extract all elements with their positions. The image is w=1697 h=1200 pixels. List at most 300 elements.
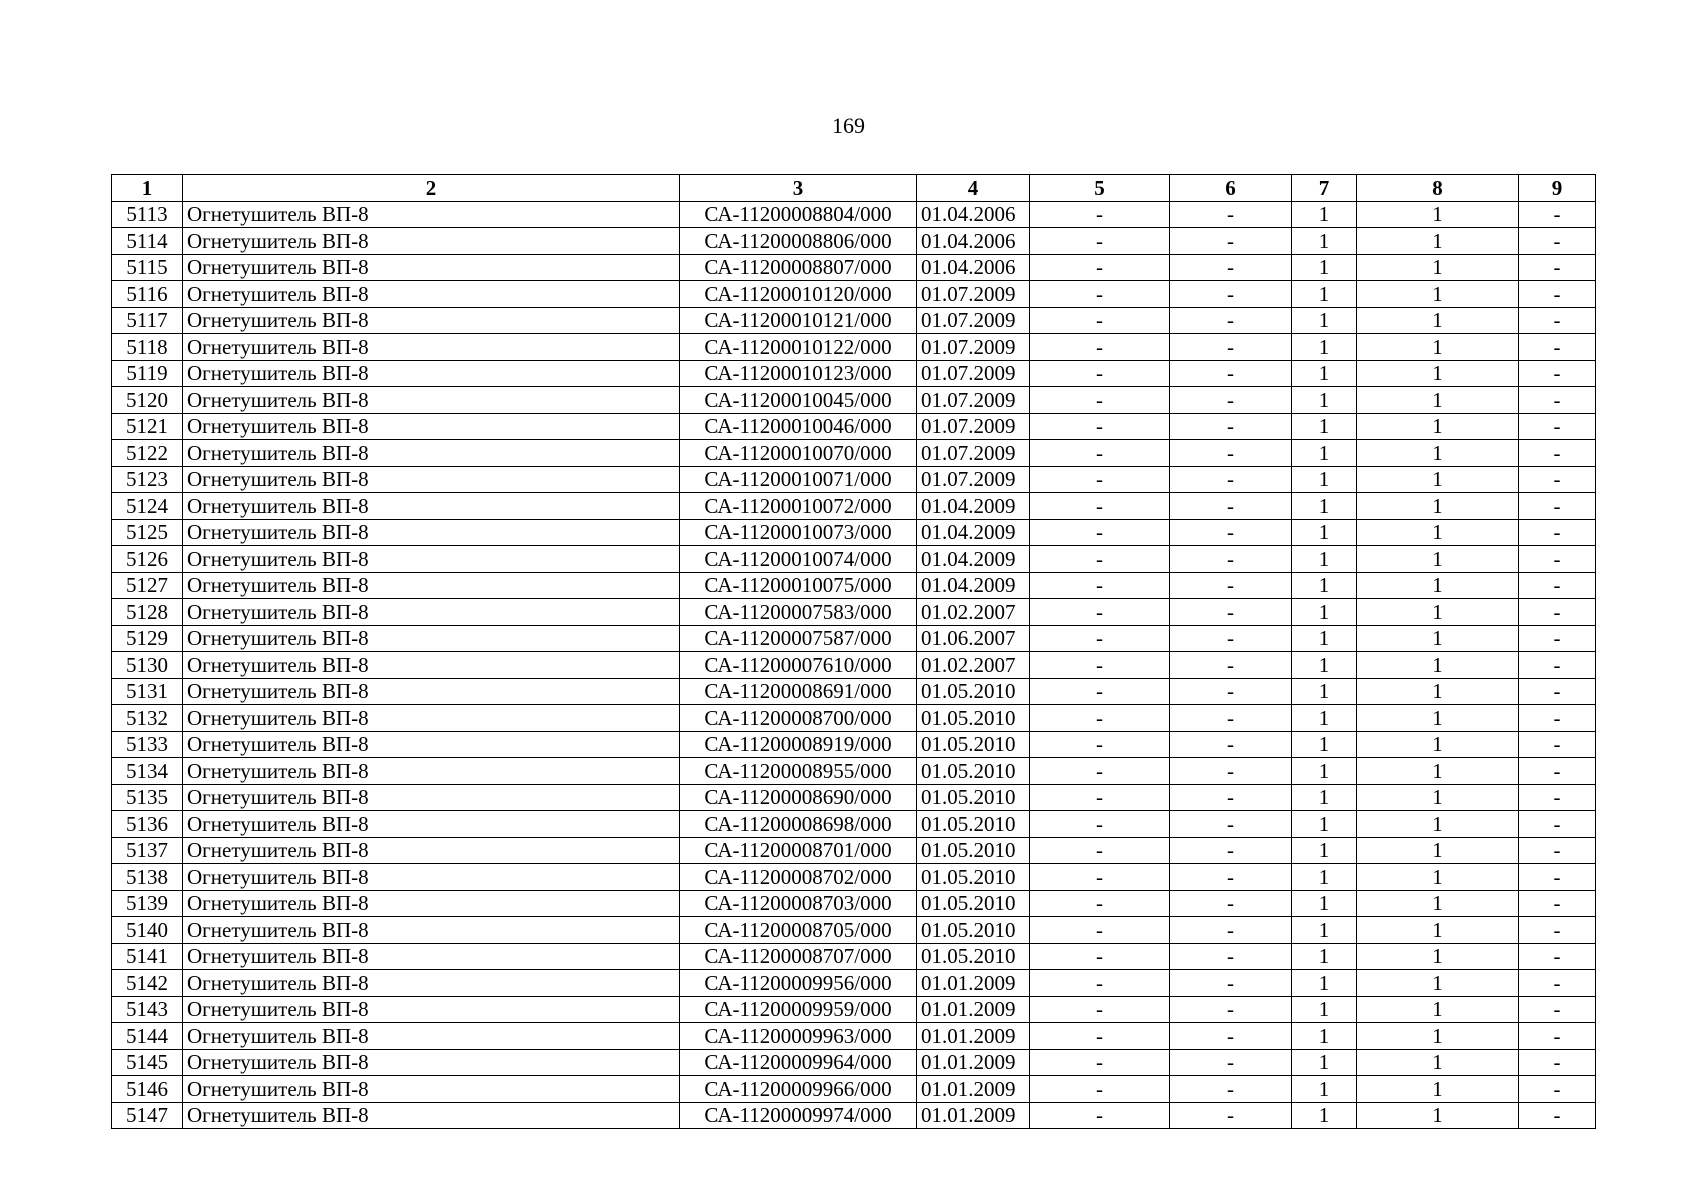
col5-cell: - [1030, 890, 1170, 917]
col9-cell: - [1519, 970, 1596, 997]
inventory-code: СА-11200008698/000 [680, 811, 917, 838]
col8-cell: 1 [1357, 334, 1519, 361]
row-number: 5114 [112, 228, 183, 255]
col8-cell: 1 [1357, 678, 1519, 705]
date-cell: 01.04.2006 [917, 228, 1030, 255]
col5-cell: - [1030, 1076, 1170, 1103]
table-row [112, 228, 1596, 255]
col5-cell: - [1030, 334, 1170, 361]
inventory-code: СА-11200008700/000 [680, 705, 917, 732]
col8-cell: 1 [1357, 228, 1519, 255]
table-row [112, 758, 1596, 785]
col5-cell: - [1030, 758, 1170, 785]
col7-cell: 1 [1292, 413, 1357, 440]
col5-cell: - [1030, 1023, 1170, 1050]
inventory-code: СА-11200009964/000 [680, 1049, 917, 1076]
col7-cell: 1 [1292, 625, 1357, 652]
col5-cell: - [1030, 652, 1170, 679]
col9-cell: - [1519, 864, 1596, 891]
inventory-code: СА-11200010070/000 [680, 440, 917, 467]
item-name: Огнетушитель ВП-8 [183, 281, 680, 308]
col7-cell: 1 [1292, 890, 1357, 917]
col9-cell: - [1519, 519, 1596, 546]
date-cell: 01.01.2009 [917, 1049, 1030, 1076]
col6-cell: - [1170, 493, 1292, 520]
page-number: 169 [832, 113, 865, 138]
col5-cell: - [1030, 943, 1170, 970]
col6-cell: - [1170, 307, 1292, 334]
row-number: 5119 [112, 360, 183, 387]
col8-cell: 1 [1357, 1076, 1519, 1103]
row-number: 5143 [112, 996, 183, 1023]
row-number: 5130 [112, 652, 183, 679]
item-name: Огнетушитель ВП-8 [183, 334, 680, 361]
row-number: 5131 [112, 678, 183, 705]
col7-cell: 1 [1292, 1023, 1357, 1050]
col6-cell: - [1170, 1102, 1292, 1129]
col8-cell: 1 [1357, 546, 1519, 573]
col9-cell: - [1519, 281, 1596, 308]
col5-cell: - [1030, 228, 1170, 255]
col7-cell: 1 [1292, 1076, 1357, 1103]
col6-cell: - [1170, 705, 1292, 732]
date-cell: 01.04.2009 [917, 572, 1030, 599]
col6-cell: - [1170, 387, 1292, 414]
col5-cell: - [1030, 837, 1170, 864]
col8-cell: 1 [1357, 1049, 1519, 1076]
item-name: Огнетушитель ВП-8 [183, 784, 680, 811]
col6-cell: - [1170, 281, 1292, 308]
item-name: Огнетушитель ВП-8 [183, 201, 680, 228]
col7-cell: 1 [1292, 811, 1357, 838]
col9-cell: - [1519, 943, 1596, 970]
date-cell: 01.07.2009 [917, 334, 1030, 361]
col6-cell: - [1170, 360, 1292, 387]
col6-cell: - [1170, 758, 1292, 785]
item-name: Огнетушитель ВП-8 [183, 440, 680, 467]
col6-cell: - [1170, 917, 1292, 944]
col9-cell: - [1519, 625, 1596, 652]
col6-cell: - [1170, 890, 1292, 917]
col5-cell: - [1030, 784, 1170, 811]
col5-cell: - [1030, 254, 1170, 281]
column-header-7: 7 [1292, 175, 1357, 202]
row-number: 5126 [112, 546, 183, 573]
col6-cell: - [1170, 413, 1292, 440]
col9-cell: - [1519, 917, 1596, 944]
item-name: Огнетушитель ВП-8 [183, 652, 680, 679]
inventory-table [111, 174, 1596, 1129]
row-number: 5115 [112, 254, 183, 281]
col6-cell: - [1170, 652, 1292, 679]
inventory-code: СА-11200008703/000 [680, 890, 917, 917]
col8-cell: 1 [1357, 599, 1519, 626]
item-name: Огнетушитель ВП-8 [183, 731, 680, 758]
col5-cell: - [1030, 387, 1170, 414]
inventory-code: СА-11200008807/000 [680, 254, 917, 281]
item-name: Огнетушитель ВП-8 [183, 599, 680, 626]
table-row [112, 254, 1596, 281]
col7-cell: 1 [1292, 307, 1357, 334]
col7-cell: 1 [1292, 943, 1357, 970]
col9-cell: - [1519, 837, 1596, 864]
date-cell: 01.04.2006 [917, 201, 1030, 228]
col7-cell: 1 [1292, 917, 1357, 944]
item-name: Огнетушитель ВП-8 [183, 625, 680, 652]
col7-cell: 1 [1292, 254, 1357, 281]
col8-cell: 1 [1357, 811, 1519, 838]
col6-cell: - [1170, 1023, 1292, 1050]
table-row [112, 334, 1596, 361]
col9-cell: - [1519, 1049, 1596, 1076]
col8-cell: 1 [1357, 837, 1519, 864]
table-row [112, 307, 1596, 334]
inventory-code: СА-11200008804/000 [680, 201, 917, 228]
date-cell: 01.05.2010 [917, 864, 1030, 891]
date-cell: 01.07.2009 [917, 360, 1030, 387]
col6-cell: - [1170, 784, 1292, 811]
table-row [112, 996, 1596, 1023]
col5-cell: - [1030, 705, 1170, 732]
col7-cell: 1 [1292, 519, 1357, 546]
column-header-8: 8 [1357, 175, 1519, 202]
col9-cell: - [1519, 996, 1596, 1023]
row-number: 5147 [112, 1102, 183, 1129]
col9-cell: - [1519, 811, 1596, 838]
col7-cell: 1 [1292, 334, 1357, 361]
date-cell: 01.01.2009 [917, 996, 1030, 1023]
col8-cell: 1 [1357, 890, 1519, 917]
col8-cell: 1 [1357, 784, 1519, 811]
col6-cell: - [1170, 731, 1292, 758]
col6-cell: - [1170, 996, 1292, 1023]
col9-cell: - [1519, 413, 1596, 440]
table-row [112, 281, 1596, 308]
date-cell: 01.07.2009 [917, 466, 1030, 493]
table-row [112, 440, 1596, 467]
col8-cell: 1 [1357, 466, 1519, 493]
col6-cell: - [1170, 519, 1292, 546]
column-header-4: 4 [917, 175, 1030, 202]
date-cell: 01.05.2010 [917, 890, 1030, 917]
date-cell: 01.04.2009 [917, 546, 1030, 573]
date-cell: 01.01.2009 [917, 1076, 1030, 1103]
row-number: 5127 [112, 572, 183, 599]
date-cell: 01.07.2009 [917, 281, 1030, 308]
col8-cell: 1 [1357, 864, 1519, 891]
inventory-code: СА-11200010123/000 [680, 360, 917, 387]
table-row [112, 970, 1596, 997]
date-cell: 01.07.2009 [917, 387, 1030, 414]
col6-cell: - [1170, 254, 1292, 281]
col9-cell: - [1519, 201, 1596, 228]
inventory-code: СА-11200010073/000 [680, 519, 917, 546]
inventory-code: СА-11200007583/000 [680, 599, 917, 626]
col5-cell: - [1030, 493, 1170, 520]
col7-cell: 1 [1292, 864, 1357, 891]
table-row [112, 890, 1596, 917]
date-cell: 01.07.2009 [917, 307, 1030, 334]
row-number: 5129 [112, 625, 183, 652]
inventory-code: СА-11200009959/000 [680, 996, 917, 1023]
item-name: Огнетушитель ВП-8 [183, 413, 680, 440]
col9-cell: - [1519, 758, 1596, 785]
inventory-code: СА-11200010071/000 [680, 466, 917, 493]
col7-cell: 1 [1292, 758, 1357, 785]
col8-cell: 1 [1357, 254, 1519, 281]
col5-cell: - [1030, 466, 1170, 493]
col5-cell: - [1030, 599, 1170, 626]
date-cell: 01.02.2007 [917, 599, 1030, 626]
col5-cell: - [1030, 307, 1170, 334]
table-row [112, 1076, 1596, 1103]
date-cell: 01.05.2010 [917, 784, 1030, 811]
row-number: 5135 [112, 784, 183, 811]
inventory-code: СА-11200007587/000 [680, 625, 917, 652]
col7-cell: 1 [1292, 652, 1357, 679]
col8-cell: 1 [1357, 758, 1519, 785]
row-number: 5128 [112, 599, 183, 626]
col9-cell: - [1519, 731, 1596, 758]
col8-cell: 1 [1357, 360, 1519, 387]
col7-cell: 1 [1292, 546, 1357, 573]
col8-cell: 1 [1357, 996, 1519, 1023]
item-name: Огнетушитель ВП-8 [183, 466, 680, 493]
col7-cell: 1 [1292, 599, 1357, 626]
date-cell: 01.05.2010 [917, 837, 1030, 864]
col6-cell: - [1170, 678, 1292, 705]
col7-cell: 1 [1292, 228, 1357, 255]
col6-cell: - [1170, 572, 1292, 599]
col6-cell: - [1170, 1076, 1292, 1103]
item-name: Огнетушитель ВП-8 [183, 996, 680, 1023]
date-cell: 01.05.2010 [917, 731, 1030, 758]
table-row [112, 678, 1596, 705]
col6-cell: - [1170, 546, 1292, 573]
row-number: 5137 [112, 837, 183, 864]
table-row [112, 1102, 1596, 1129]
col9-cell: - [1519, 572, 1596, 599]
col5-cell: - [1030, 440, 1170, 467]
date-cell: 01.04.2006 [917, 254, 1030, 281]
row-number: 5146 [112, 1076, 183, 1103]
inventory-code: СА-11200010120/000 [680, 281, 917, 308]
col9-cell: - [1519, 890, 1596, 917]
inventory-code: СА-11200009974/000 [680, 1102, 917, 1129]
col7-cell: 1 [1292, 996, 1357, 1023]
item-name: Огнетушитель ВП-8 [183, 1076, 680, 1103]
column-header-3: 3 [680, 175, 917, 202]
table-row [112, 599, 1596, 626]
col9-cell: - [1519, 599, 1596, 626]
inventory-code: СА-11200008919/000 [680, 731, 917, 758]
col9-cell: - [1519, 784, 1596, 811]
table-row [112, 731, 1596, 758]
inventory-code: СА-11200010122/000 [680, 334, 917, 361]
inventory-code: СА-11200008955/000 [680, 758, 917, 785]
row-number: 5139 [112, 890, 183, 917]
inventory-code: СА-11200008806/000 [680, 228, 917, 255]
table-header-row [112, 175, 1596, 202]
col8-cell: 1 [1357, 201, 1519, 228]
item-name: Огнетушитель ВП-8 [183, 546, 680, 573]
row-number: 5140 [112, 917, 183, 944]
col5-cell: - [1030, 201, 1170, 228]
col9-cell: - [1519, 1076, 1596, 1103]
col8-cell: 1 [1357, 943, 1519, 970]
col7-cell: 1 [1292, 731, 1357, 758]
inventory-code: СА-11200010072/000 [680, 493, 917, 520]
col5-cell: - [1030, 731, 1170, 758]
item-name: Огнетушитель ВП-8 [183, 519, 680, 546]
col7-cell: 1 [1292, 1049, 1357, 1076]
col6-cell: - [1170, 625, 1292, 652]
inventory-code: СА-11200010075/000 [680, 572, 917, 599]
table-row [112, 917, 1596, 944]
item-name: Огнетушитель ВП-8 [183, 705, 680, 732]
col5-cell: - [1030, 546, 1170, 573]
col5-cell: - [1030, 1049, 1170, 1076]
date-cell: 01.01.2009 [917, 1102, 1030, 1129]
item-name: Огнетушитель ВП-8 [183, 307, 680, 334]
table-row [112, 413, 1596, 440]
table-body [112, 201, 1596, 1129]
inventory-code: СА-11200009956/000 [680, 970, 917, 997]
inventory-code: СА-11200008702/000 [680, 864, 917, 891]
date-cell: 01.05.2010 [917, 678, 1030, 705]
inventory-code: СА-11200009966/000 [680, 1076, 917, 1103]
col6-cell: - [1170, 466, 1292, 493]
table-row [112, 493, 1596, 520]
col5-cell: - [1030, 678, 1170, 705]
item-name: Огнетушитель ВП-8 [183, 572, 680, 599]
row-number: 5144 [112, 1023, 183, 1050]
item-name: Огнетушитель ВП-8 [183, 917, 680, 944]
col6-cell: - [1170, 440, 1292, 467]
col7-cell: 1 [1292, 970, 1357, 997]
col8-cell: 1 [1357, 652, 1519, 679]
col7-cell: 1 [1292, 837, 1357, 864]
col8-cell: 1 [1357, 705, 1519, 732]
column-header-2: 2 [183, 175, 680, 202]
col7-cell: 1 [1292, 1102, 1357, 1129]
col7-cell: 1 [1292, 784, 1357, 811]
col5-cell: - [1030, 413, 1170, 440]
inventory-code: СА-11200010121/000 [680, 307, 917, 334]
col9-cell: - [1519, 705, 1596, 732]
col7-cell: 1 [1292, 281, 1357, 308]
table-row [112, 572, 1596, 599]
table-row [112, 546, 1596, 573]
table-row [112, 201, 1596, 228]
row-number: 5133 [112, 731, 183, 758]
col9-cell: - [1519, 1023, 1596, 1050]
col9-cell: - [1519, 1102, 1596, 1129]
row-number: 5116 [112, 281, 183, 308]
col5-cell: - [1030, 917, 1170, 944]
table-row [112, 360, 1596, 387]
col9-cell: - [1519, 440, 1596, 467]
table-row [112, 705, 1596, 732]
col8-cell: 1 [1357, 625, 1519, 652]
col7-cell: 1 [1292, 705, 1357, 732]
col6-cell: - [1170, 970, 1292, 997]
date-cell: 01.04.2009 [917, 493, 1030, 520]
col8-cell: 1 [1357, 281, 1519, 308]
col5-cell: - [1030, 996, 1170, 1023]
inventory-code: СА-11200008701/000 [680, 837, 917, 864]
table-row [112, 652, 1596, 679]
col9-cell: - [1519, 678, 1596, 705]
col9-cell: - [1519, 307, 1596, 334]
inventory-code: СА-11200007610/000 [680, 652, 917, 679]
date-cell: 01.01.2009 [917, 970, 1030, 997]
date-cell: 01.01.2009 [917, 1023, 1030, 1050]
col8-cell: 1 [1357, 917, 1519, 944]
item-name: Огнетушитель ВП-8 [183, 387, 680, 414]
col6-cell: - [1170, 201, 1292, 228]
date-cell: 01.05.2010 [917, 943, 1030, 970]
table-row [112, 519, 1596, 546]
table-row [112, 784, 1596, 811]
item-name: Огнетушитель ВП-8 [183, 970, 680, 997]
table-row [112, 387, 1596, 414]
col8-cell: 1 [1357, 1102, 1519, 1129]
col6-cell: - [1170, 837, 1292, 864]
col7-cell: 1 [1292, 440, 1357, 467]
inventory-code: СА-11200010046/000 [680, 413, 917, 440]
column-header-6: 6 [1170, 175, 1292, 202]
col7-cell: 1 [1292, 678, 1357, 705]
col6-cell: - [1170, 943, 1292, 970]
col6-cell: - [1170, 334, 1292, 361]
row-number: 5121 [112, 413, 183, 440]
date-cell: 01.05.2010 [917, 705, 1030, 732]
col8-cell: 1 [1357, 572, 1519, 599]
inventory-code: СА-11200010045/000 [680, 387, 917, 414]
col6-cell: - [1170, 1049, 1292, 1076]
column-header-9: 9 [1519, 175, 1596, 202]
date-cell: 01.02.2007 [917, 652, 1030, 679]
row-number: 5145 [112, 1049, 183, 1076]
date-cell: 01.05.2010 [917, 758, 1030, 785]
row-number: 5123 [112, 466, 183, 493]
col6-cell: - [1170, 599, 1292, 626]
col6-cell: - [1170, 228, 1292, 255]
row-number: 5136 [112, 811, 183, 838]
col6-cell: - [1170, 811, 1292, 838]
col5-cell: - [1030, 811, 1170, 838]
table-row [112, 625, 1596, 652]
item-name: Огнетушитель ВП-8 [183, 1023, 680, 1050]
col9-cell: - [1519, 334, 1596, 361]
row-number: 5138 [112, 864, 183, 891]
row-number: 5113 [112, 201, 183, 228]
col9-cell: - [1519, 360, 1596, 387]
table-row [112, 466, 1596, 493]
col7-cell: 1 [1292, 493, 1357, 520]
row-number: 5134 [112, 758, 183, 785]
row-number: 5142 [112, 970, 183, 997]
col5-cell: - [1030, 360, 1170, 387]
col9-cell: - [1519, 652, 1596, 679]
column-header-1: 1 [112, 175, 183, 202]
row-number: 5117 [112, 307, 183, 334]
row-number: 5141 [112, 943, 183, 970]
col9-cell: - [1519, 466, 1596, 493]
inventory-code: СА-11200008705/000 [680, 917, 917, 944]
inventory-code: СА-11200008691/000 [680, 678, 917, 705]
